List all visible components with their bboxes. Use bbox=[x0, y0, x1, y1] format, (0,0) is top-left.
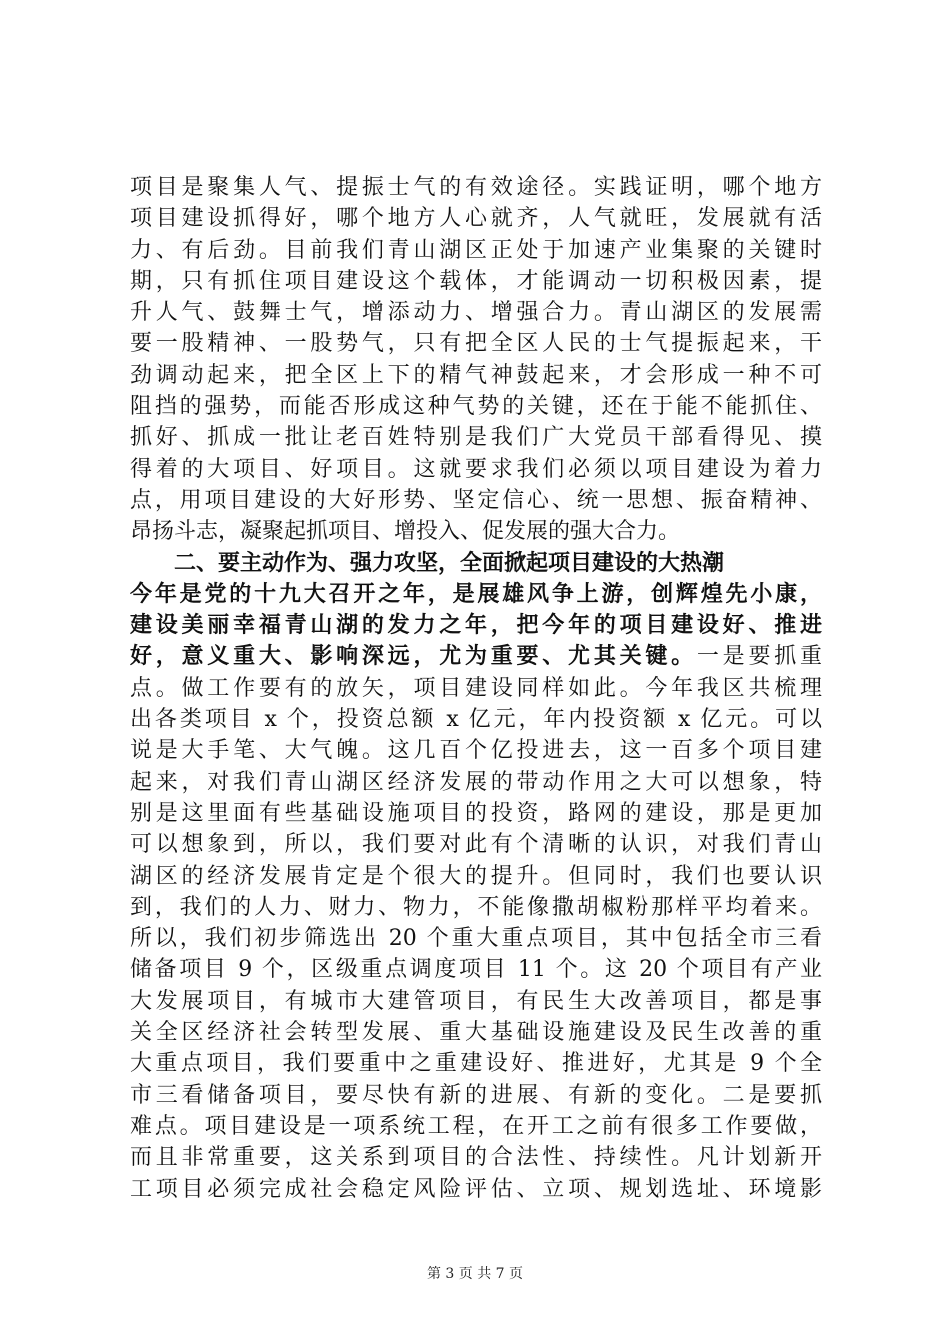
paragraph-line: 要一股精神、一股势气，只有把全区人民的士气提振起来，干 bbox=[130, 331, 822, 357]
normal-run: 一是要抓重 bbox=[696, 644, 822, 670]
paragraph-line: 起来，对我们青山湖区经济发展的带动作用之大可以想象，特 bbox=[130, 769, 822, 795]
paragraph-line: 大重点项目，我们要重中之重建设好、推进好，尤其是 9 个全 bbox=[130, 1051, 822, 1077]
paragraph-line: 建设美丽幸福青山湖的发力之年，把今年的项目建设好、推进 bbox=[130, 612, 822, 639]
paragraph-line: 可以想象到，所以，我们要对此有个清晰的认识，对我们青山 bbox=[130, 832, 822, 858]
paragraph-line: 说是大手笔、大气魄。这几百个亿投进去，这一百多个项目建 bbox=[130, 738, 822, 764]
document-body bbox=[130, 172, 822, 1205]
paragraph-line: 工项目必须完成社会稳定风险评估、立项、规划选址、环境影 bbox=[130, 1176, 822, 1202]
paragraph-line: 阻挡的强势，而能否形成这种气势的关键，还在于能不能抓住、 bbox=[130, 394, 822, 420]
paragraph-line: 到，我们的人力、财力、物力，不能像撒胡椒粉那样平均着来。 bbox=[130, 894, 822, 920]
paragraph-1 bbox=[130, 172, 822, 548]
paragraph-line: 得着的大项目、好项目。这就要求我们必须以项目建设为着力 bbox=[130, 456, 822, 482]
paragraph-line: 所以，我们初步筛选出 20 个重大重点项目，其中包括全市三看 bbox=[130, 926, 822, 952]
paragraph-line: 关全区经济社会转型发展、重大基础设施建设及民生改善的重 bbox=[130, 1020, 822, 1046]
paragraph-line: 项目是聚集人气、提振士气的有效途径。实践证明，哪个地方 bbox=[130, 175, 822, 200]
paragraph-line: 劲调动起来，把全区上下的精气神鼓起来，才会形成一种不可 bbox=[130, 362, 822, 388]
paragraph-line: 大发展项目，有城市大建管项目，有民生大改善项目，都是事 bbox=[130, 988, 822, 1014]
paragraph-line: 期，只有抓住项目建设这个载体，才能调动一切积极因素，提 bbox=[130, 268, 822, 294]
paragraph-line: 点。做工作要有的放矢，项目建设同样如此。今年我区共梳理 bbox=[130, 675, 822, 701]
paragraph-line: 今年是党的十九大召开之年，是展雄风争上游，创辉煌先小康， bbox=[130, 580, 822, 607]
paragraph-line: 市三看储备项目，要尽快有新的进展、有新的变化。二是要抓 bbox=[130, 1082, 822, 1108]
paragraph-2 bbox=[130, 579, 822, 1205]
bold-run: 好，意义重大、影响深远，尤为重要、尤其关键。 bbox=[130, 643, 697, 670]
paragraph-line: 湖区的经济发展肯定是个很大的提升。但同时，我们也要认识 bbox=[130, 863, 822, 889]
paragraph-line: 昂扬斗志，凝聚起抓项目、增投入、促发展的强大合力。 bbox=[130, 519, 681, 545]
paragraph-line: 而且非常重要，这关系到项目的合法性、持续性。凡计划新开 bbox=[130, 1145, 822, 1171]
paragraph-line: 储备项目 9 个，区级重点调度项目 11 个。这 20 个项目有产业 bbox=[130, 957, 822, 983]
section-heading-2: 二、要主动作为、强力攻坚，全面掀起项目建设的大热潮 bbox=[174, 549, 725, 576]
page-footer: 第 3 页 共 7 页 bbox=[426, 1266, 524, 1282]
paragraph-line: 力、有后劲。目前我们青山湖区正处于加速产业集聚的关键时 bbox=[130, 237, 822, 263]
paragraph-line: 出各类项目 x 个，投资总额 x 亿元，年内投资额 x 亿元。可以 bbox=[130, 707, 822, 733]
paragraph-line: 升人气、鼓舞士气，增添动力、增强合力。青山湖区的发展需 bbox=[130, 300, 822, 326]
paragraph-line: 别是这里面有些基础设施项目的投资，路网的建设，那是更加 bbox=[130, 800, 822, 826]
paragraph-line: 难点。项目建设是一项系统工程，在开工之前有很多工作要做， bbox=[130, 1113, 822, 1139]
paragraph-line: 点，用项目建设的大好形势、坚定信心、统一思想、振奋精神、 bbox=[130, 487, 822, 513]
paragraph-line: 项目建设抓得好，哪个地方人心就齐，人气就旺，发展就有活 bbox=[130, 206, 822, 232]
paragraph-line: 抓好、抓成一批让老百姓特别是我们广大党员干部看得见、摸 bbox=[130, 425, 822, 451]
paragraph-line bbox=[130, 641, 822, 672]
